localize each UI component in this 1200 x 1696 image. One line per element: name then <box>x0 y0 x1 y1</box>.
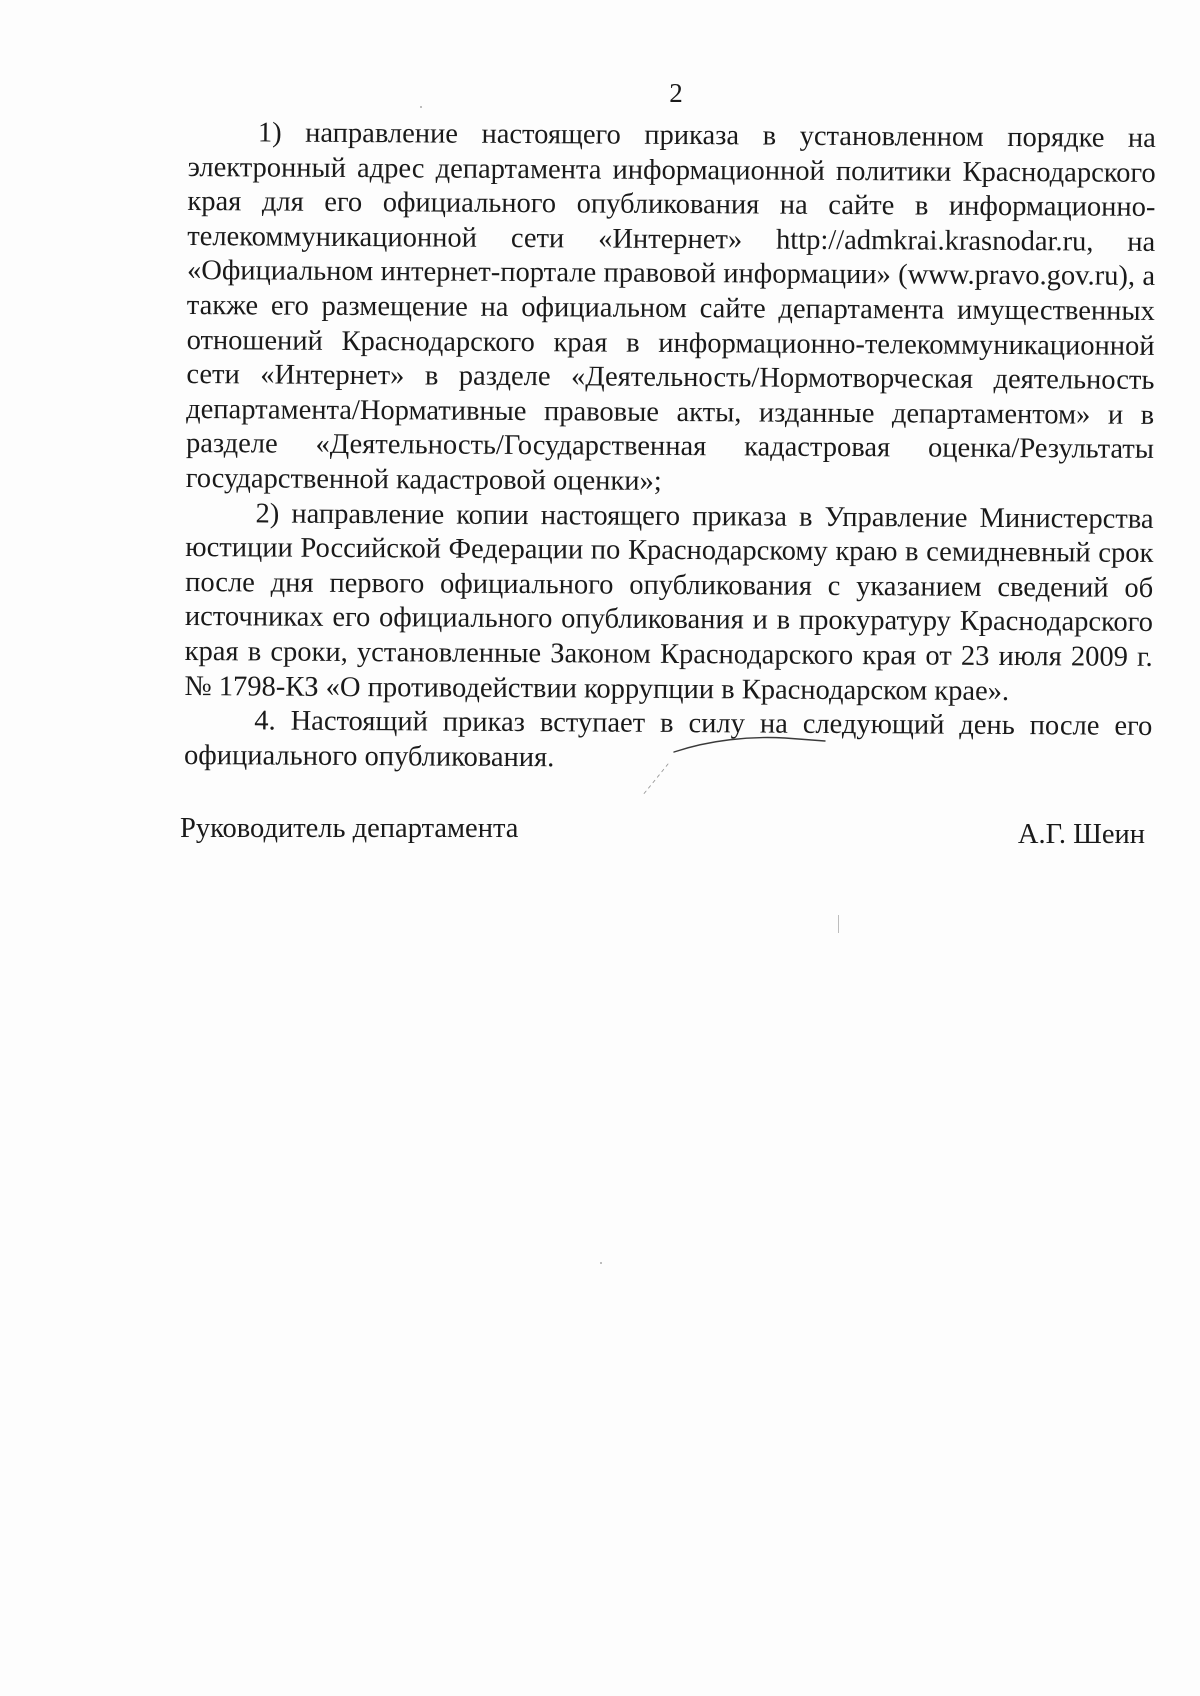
document-body <box>184 116 1156 779</box>
paragraph-effective-date: 4. Настоящий приказ вступает в силу на следующий день после его официального опубликования. <box>184 705 1153 773</box>
signature-block <box>180 812 1145 852</box>
signer-name: А.Г. Шеин <box>1017 819 1145 850</box>
scan-speck <box>600 1262 602 1264</box>
page-number: 2 <box>669 78 683 108</box>
scan-speck <box>838 915 839 933</box>
scan-speck <box>420 106 422 108</box>
paragraph-ministry-copy: 2) направление копии настоящего приказа в Управление Министерства юстиции Российской Федерации по Краснодарскому краю в семидневный срок после дня первого официального опубликования с указанием сведений об источниках его официального опубликования и в прокуратуру Краснодарского края в сроки, установленные Законом Краснодарского края от 23 июля 2009 г. № 1798-КЗ «О противодействии коррупции в Краснодарском крае». <box>184 497 1154 707</box>
signer-title: Руководитель департамента <box>180 813 519 844</box>
handwritten-signature <box>620 724 850 814</box>
paragraph-publication: 1) направление настоящего приказа в установленном порядке на электронный адрес департамента информационной политики Краснодарского края для его официального опубликования на сайте в информационно-телекоммуникационной сети «Интернет» http://admkrai.krasnodar.ru, на «Официальном интернет-портале правовой информации» (www.pravo.gov.ru), а также его размещение на официальном сайте департамента имущественных отношений Краснодарского края в информационно-телекоммуникационной сети «Интернет» в разделе «Деятельность/Нормотворческая деятельность департамента/Нормативные правовые акты, изданные департаментом» и в разделе «Деятельность/Государственная кадастровая оценка/Результаты государственной кадастровой оценки»; <box>185 117 1156 497</box>
